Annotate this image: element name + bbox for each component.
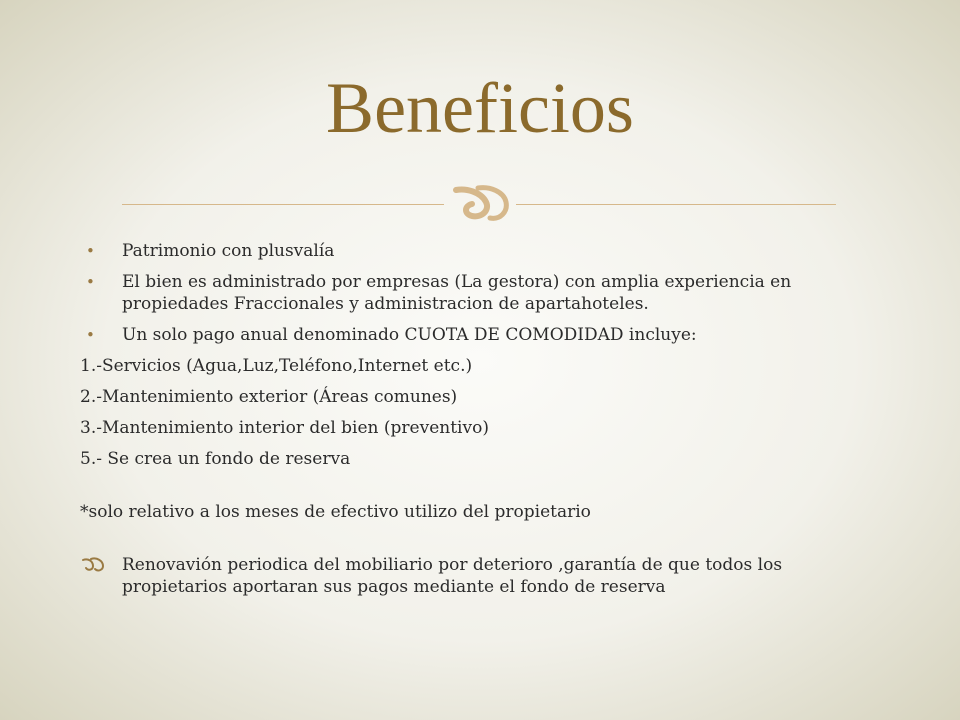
bullet-dot-icon: • bbox=[86, 326, 95, 344]
decorative-bullet-icon bbox=[80, 556, 106, 574]
bullet-dot-icon: • bbox=[86, 273, 95, 291]
list-line: 1.-Servicios (Agua,Luz,Teléfono,Internet etc.) bbox=[80, 356, 473, 376]
special-bullet: Renovavión periodica del mobiliario por deterioro ,garantía de que todos los propietarios aportaran sus pagos mediante el fondo de reserva bbox=[80, 554, 822, 598]
bullet-item: • Un solo pago anual denominado CUOTA DE COMODIDAD incluye: bbox=[86, 325, 697, 345]
footnote: *solo relativo a los meses de efectivo utilizo del propietario bbox=[80, 502, 591, 522]
ornament-icon bbox=[446, 180, 514, 226]
slide-title: Beneficios bbox=[326, 68, 634, 148]
list-line: 5.- Se crea un fondo de reserva bbox=[80, 449, 351, 469]
bullet-dot-icon: • bbox=[86, 242, 95, 260]
bullet-item: • Patrimonio con plusvalía bbox=[86, 241, 335, 261]
bullet-item: • El bien es administrado por empresas (La gestora) con amplia experiencia en propiedades Fraccionales y administracion de apartahoteles. bbox=[86, 272, 792, 314]
slide-content bbox=[80, 240, 822, 598]
divider-left bbox=[122, 204, 444, 205]
list-line: 3.-Mantenimiento interior del bien (preventivo) bbox=[80, 418, 489, 438]
divider-right bbox=[516, 204, 836, 205]
list-line: 2.-Mantenimiento exterior (Áreas comunes) bbox=[80, 387, 458, 407]
